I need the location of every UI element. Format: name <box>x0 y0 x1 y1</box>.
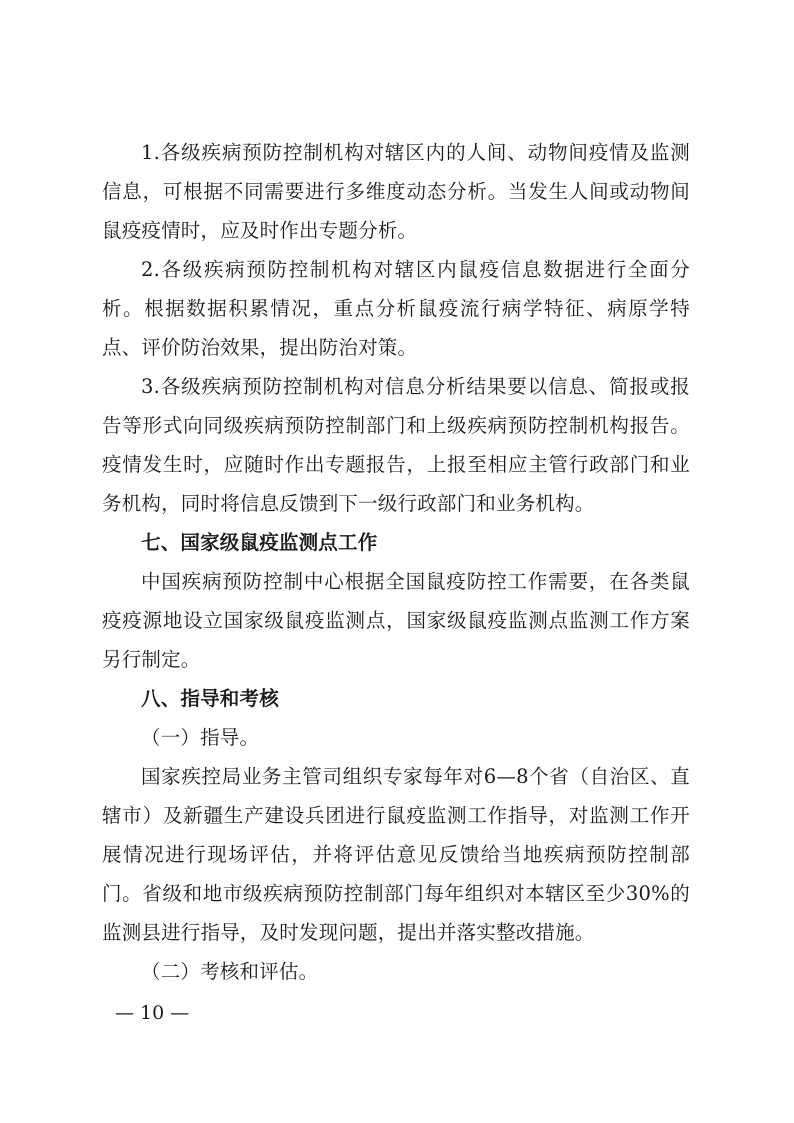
section-7-heading: 七、国家级鼠疫监测点工作 <box>141 531 378 554</box>
section-7-body: 中国疾病预防控制中心根据全国鼠疫防控工作需要，在各类鼠疫疫源地设立国家级鼠疫监测点，国家级鼠疫监测点监测工作方案另行制定。 <box>102 570 690 671</box>
subsection-assessment-title: （二）考核和评估。 <box>141 960 319 983</box>
paragraph-analysis-3: 3.各级疾病预防控制机构对信息分析结果要以信息、简报或报告等形式向同级疾病预防控制部门和上级疾病预防控制机构报告。疫情发生时，应随时作出专题报告，上报至相应主管行政部门和业务机构，同时将信息反馈到下一级行政部门和业务机构。 <box>102 375 690 515</box>
page-number: — 10 — <box>115 1002 190 1024</box>
paragraph-analysis-1: 1.各级疾病预防控制机构对辖区内的人间、动物间疫情及监测信息，可根据不同需要进行多维度动态分析。当发生人间或动物间鼠疫疫情时，应及时作出专题分析。 <box>102 141 690 242</box>
subsection-guidance-title: （一）指导。 <box>141 726 260 749</box>
paragraph-analysis-2: 2.各级疾病预防控制机构对辖区内鼠疫信息数据进行全面分析。根据数据积累情况，重点分析鼠疫流行病学特征、病原学特点、评价防治效果，提出防治对策。 <box>102 258 690 359</box>
subsection-guidance-body: 国家疾控局业务主管司组织专家每年对6—8个省（自治区、直辖市）及新疆生产建设兵团进行鼠疫监测工作指导，对监测工作开展情况进行现场评估，并将评估意见反馈给当地疾病预防控制部门。省级和地市级疾病预防控制部门每年组织对本辖区至少30%的监测县进行指导，及时发现问题，提出并落实整改措施。 <box>102 765 690 944</box>
document-body <box>102 133 690 991</box>
section-8-heading: 八、指导和考核 <box>141 687 279 710</box>
